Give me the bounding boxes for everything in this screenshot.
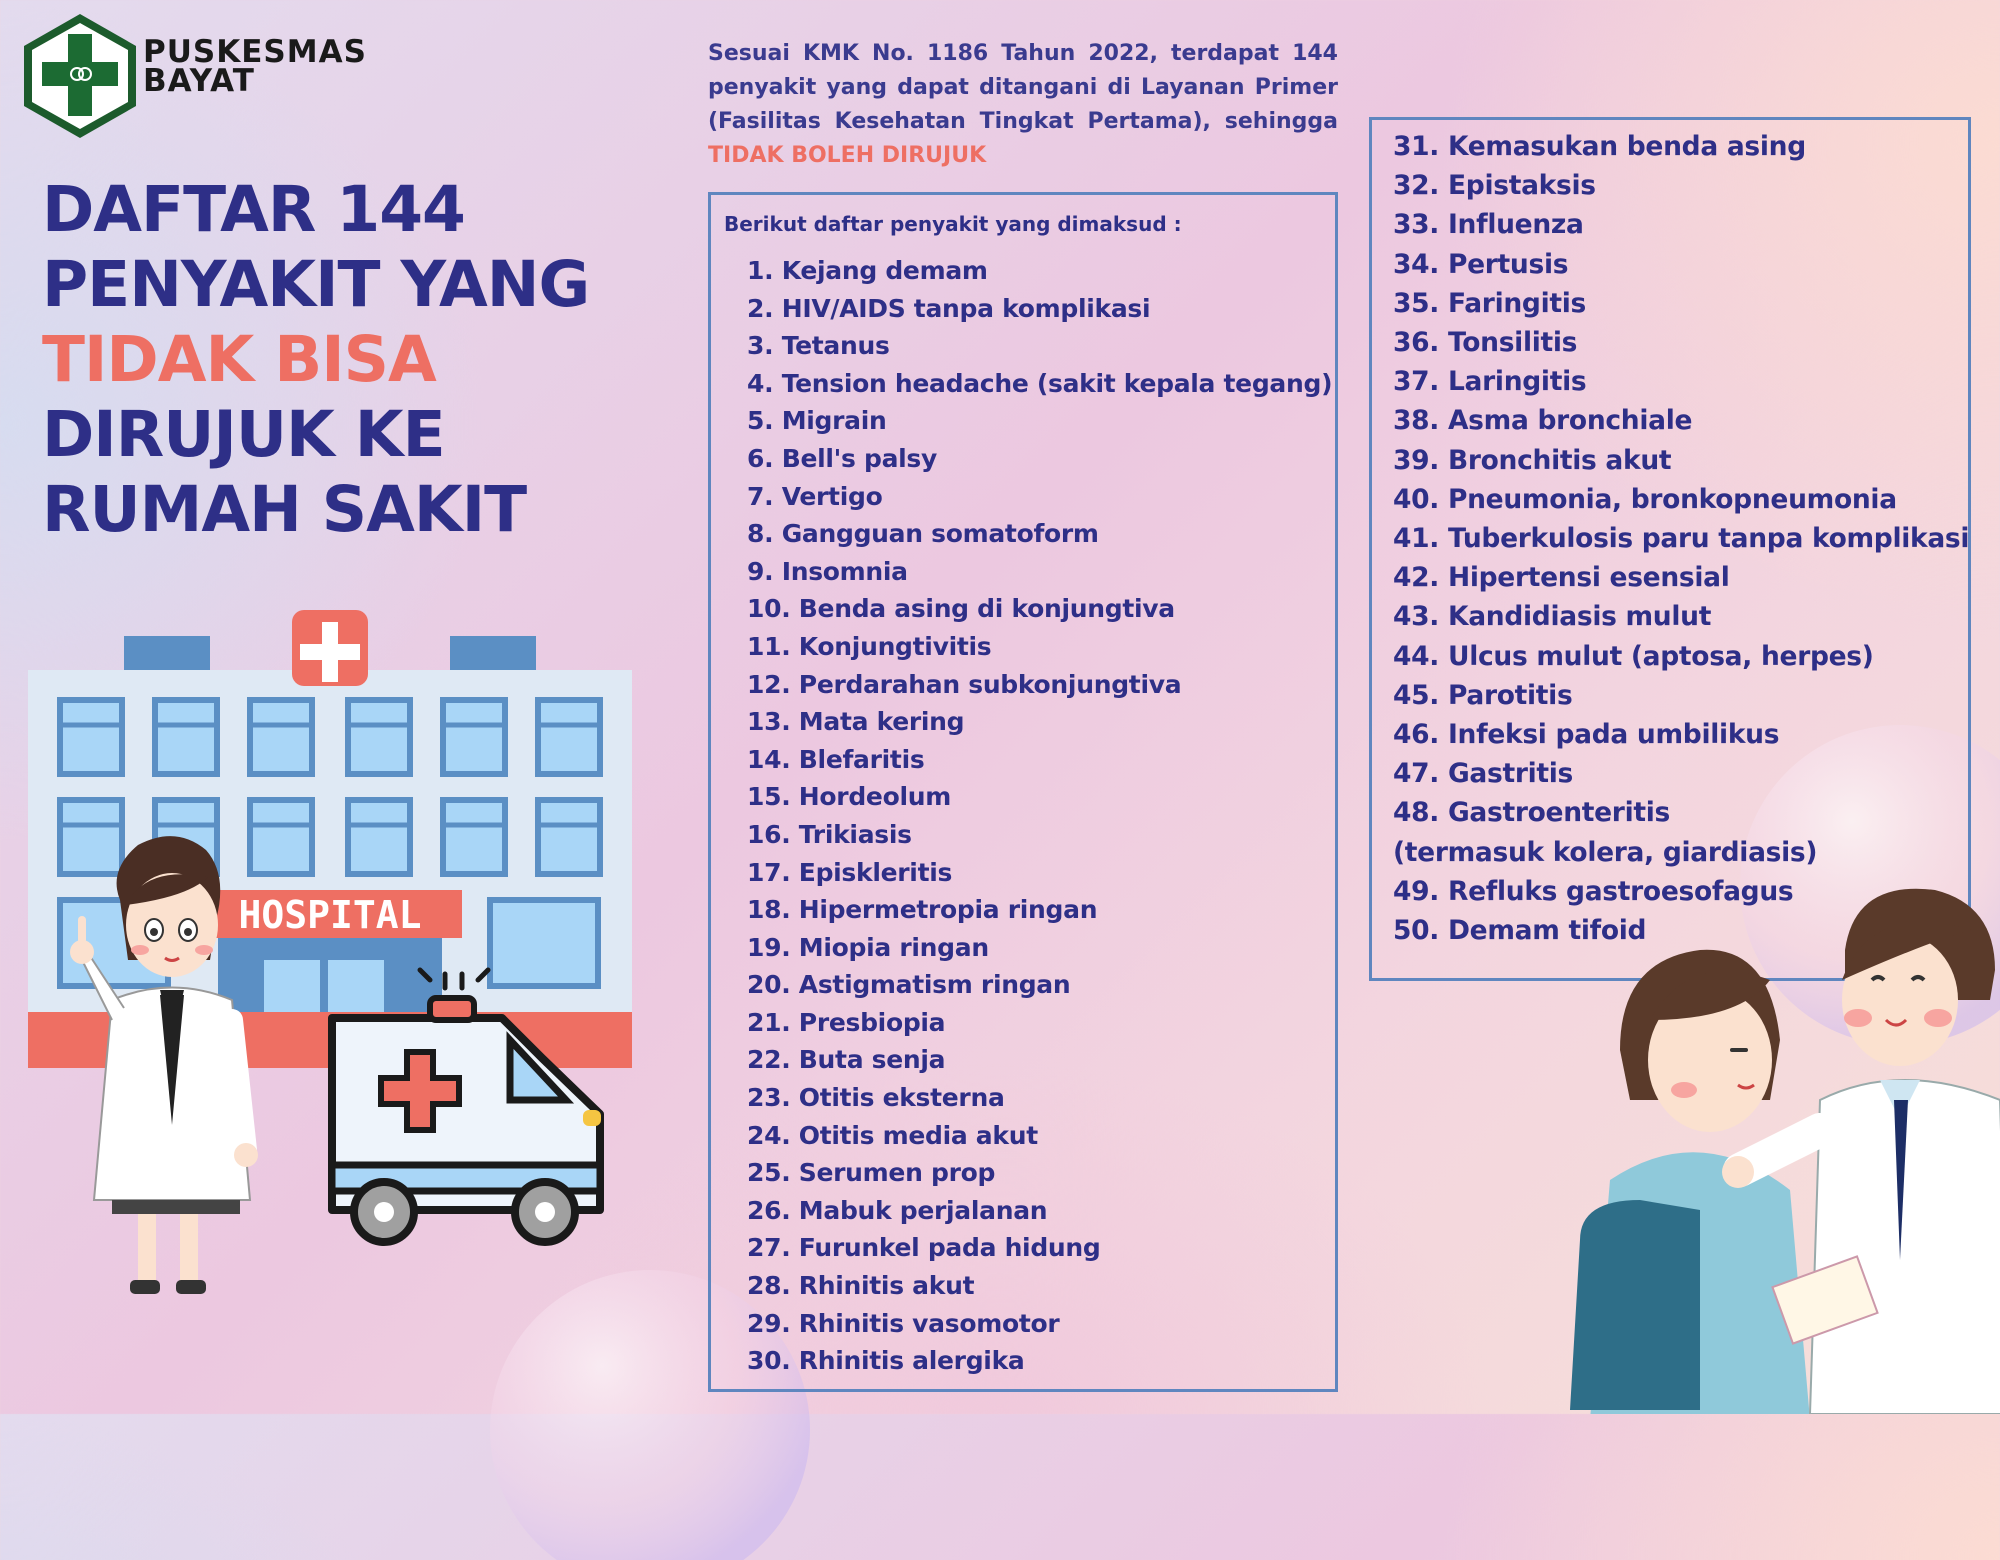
list-item: 20. Astigmatism ringan bbox=[747, 970, 1071, 1000]
list-item: 7. Vertigo bbox=[747, 481, 883, 511]
list-item: 25. Serumen prop bbox=[747, 1158, 996, 1188]
list-item: 27. Furunkel pada hidung bbox=[747, 1233, 1101, 1263]
list-item: 43. Kandidiasis mulut bbox=[1393, 601, 1712, 633]
title-line-4: DIRUJUK KE bbox=[42, 398, 445, 471]
list-item: 44. Ulcus mulut (aptosa, herpes) bbox=[1393, 640, 1874, 672]
list-item: 33. Influenza bbox=[1393, 209, 1584, 241]
list-item: 19. Miopia ringan bbox=[747, 932, 989, 962]
list-item: 48. Gastroenteritis bbox=[1393, 797, 1670, 829]
title-line-accent: TIDAK BISA bbox=[42, 323, 436, 396]
list-item: 49. Refluks gastroesofagus bbox=[1393, 875, 1794, 907]
list-item: 47. Gastritis bbox=[1393, 758, 1574, 790]
title-line-1: DAFTAR 144 bbox=[42, 173, 465, 246]
consultation-illustration bbox=[1560, 760, 2000, 1414]
list-item: (termasuk kolera, giardiasis) bbox=[1393, 836, 1818, 868]
list-item: 37. Laringitis bbox=[1393, 366, 1587, 398]
list-item: 36. Tonsilitis bbox=[1393, 327, 1578, 359]
list-item: 35. Faringitis bbox=[1393, 287, 1586, 319]
list-item: 21. Presbiopia bbox=[747, 1007, 946, 1037]
list-item: 34. Pertusis bbox=[1393, 248, 1569, 280]
intro-highlight: TIDAK BOLEH DIRUJUK bbox=[708, 143, 987, 168]
list-item: 10. Benda asing di konjungtiva bbox=[747, 594, 1175, 624]
brand-line-1: PUSKESMAS bbox=[143, 34, 367, 70]
list-item: 5. Migrain bbox=[747, 406, 887, 436]
list-item: 45. Parotitis bbox=[1393, 679, 1573, 711]
list-item: 11. Konjungtivitis bbox=[747, 631, 992, 661]
list-item: 14. Blefaritis bbox=[747, 744, 925, 774]
list-item: 2. HIV/AIDS tanpa komplikasi bbox=[747, 293, 1151, 323]
list-item: 4. Tension headache (sakit kepala tegang) bbox=[747, 368, 1333, 398]
list-item: 28. Rhinitis akut bbox=[747, 1271, 975, 1301]
list-item: 42. Hipertensi esensial bbox=[1393, 562, 1730, 594]
title-line-5: RUMAH SAKIT bbox=[42, 473, 527, 546]
title-line-2: PENYAKIT YANG bbox=[42, 248, 590, 321]
list-item: 16. Trikiasis bbox=[747, 819, 912, 849]
list-item: 30. Rhinitis alergika bbox=[747, 1346, 1025, 1376]
list-item: 15. Hordeolum bbox=[747, 782, 951, 812]
intro-text: Sesuai KMK No. 1186 Tahun 2022, terdapat 144 penyakit yang dapat ditangani di Layanan Primer (Fasilitas Kesehatan Tingkat Pertama), sehingga bbox=[708, 41, 1338, 134]
list-item: 8. Gangguan somatoform bbox=[747, 519, 1099, 549]
list-item: 12. Perdarahan subkonjungtiva bbox=[747, 669, 1182, 699]
list-item: 18. Hipermetropia ringan bbox=[747, 895, 1098, 925]
list-item: 50. Demam tifoid bbox=[1393, 915, 1647, 947]
hospital-sign-text: HOSPITAL bbox=[238, 893, 422, 937]
list-item: 38. Asma bronchiale bbox=[1393, 405, 1693, 437]
list-item: 29. Rhinitis vasomotor bbox=[747, 1308, 1060, 1338]
list-item: 9. Insomnia bbox=[747, 556, 908, 586]
list-item: 26. Mabuk perjalanan bbox=[747, 1195, 1048, 1225]
list-item: 13. Mata kering bbox=[747, 707, 965, 737]
page-title bbox=[42, 172, 589, 547]
brand-name bbox=[143, 34, 367, 99]
list-item: 1. Kejang demam bbox=[747, 256, 988, 285]
disease-list-col-1 bbox=[747, 252, 1332, 1380]
list-item: 22. Buta senja bbox=[747, 1045, 946, 1075]
brand-line-2: BAYAT bbox=[143, 63, 255, 99]
list-heading: Berikut daftar penyakit yang dimaksud : bbox=[724, 212, 1182, 236]
intro-paragraph bbox=[708, 37, 1338, 173]
list-item: 32. Epistaksis bbox=[1393, 170, 1596, 202]
list-item: 23. Otitis eksterna bbox=[747, 1083, 1005, 1113]
list-item: 17. Episkleritis bbox=[747, 857, 953, 887]
list-item: 46. Infeksi pada umbilikus bbox=[1393, 719, 1780, 751]
list-item: 41. Tuberkulosis paru tanpa komplikasi bbox=[1393, 523, 1970, 555]
list-item: 40. Pneumonia, bronkopneumonia bbox=[1393, 483, 1897, 515]
hospital-illustration bbox=[0, 600, 660, 1360]
list-item: 24. Otitis media akut bbox=[747, 1120, 1038, 1150]
puskesmas-logo-icon bbox=[22, 12, 138, 140]
patient-figure bbox=[1570, 950, 1810, 1414]
list-item: 31. Kemasukan benda asing bbox=[1393, 131, 1806, 162]
list-item: 6. Bell's palsy bbox=[747, 443, 937, 473]
list-item: 3. Tetanus bbox=[747, 331, 890, 361]
list-item: 39. Bronchitis akut bbox=[1393, 444, 1672, 476]
